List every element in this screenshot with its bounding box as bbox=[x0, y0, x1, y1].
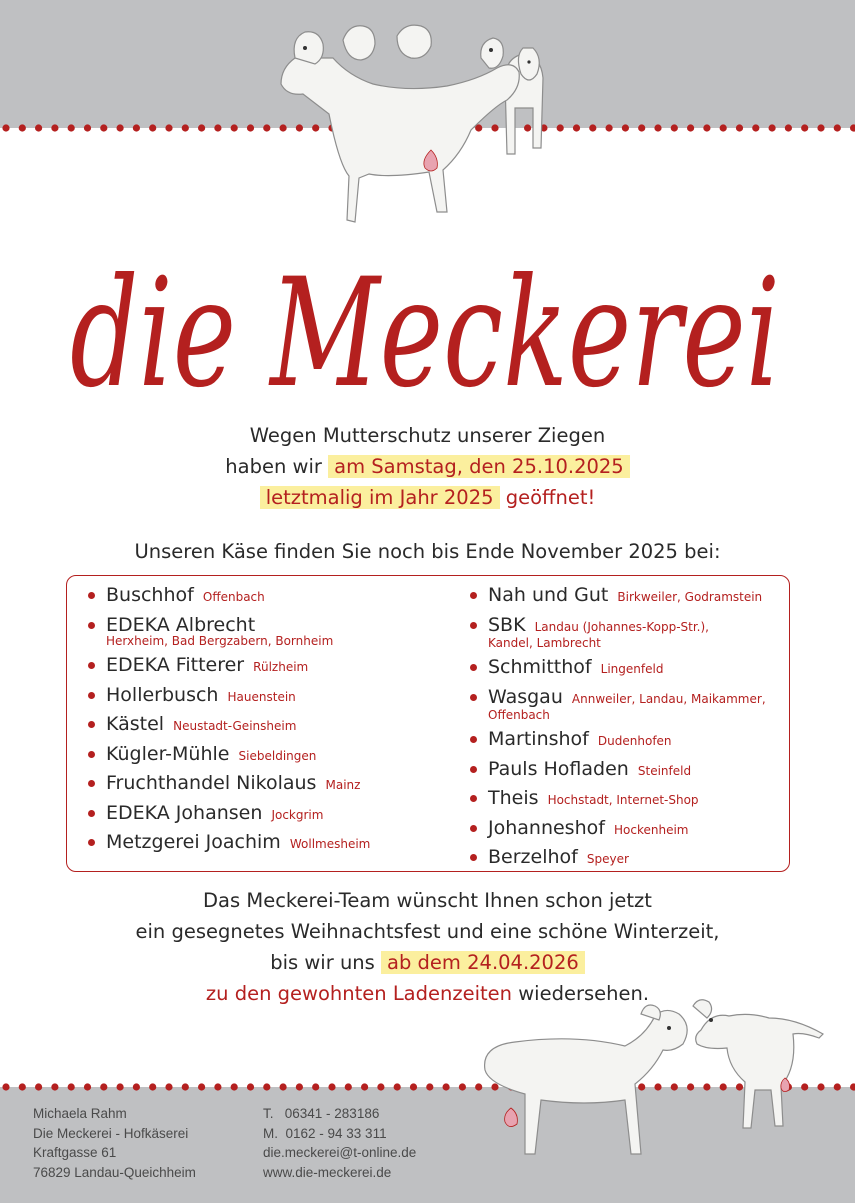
border-dot bbox=[377, 1083, 384, 1090]
meckerei-logo bbox=[70, 235, 785, 420]
border-dot bbox=[247, 124, 254, 131]
border-dot bbox=[263, 1083, 270, 1090]
border-dot bbox=[736, 124, 743, 131]
goat-pair-illustration bbox=[455, 990, 835, 1160]
shop-location: Hauenstein bbox=[227, 689, 296, 704]
shop-item bbox=[469, 846, 766, 870]
border-dot bbox=[785, 124, 792, 131]
border-dot bbox=[117, 1083, 124, 1090]
intro-line-1: Wegen Mutterschutz unserer Ziegen bbox=[249, 424, 606, 447]
closing-line-3 bbox=[0, 947, 855, 978]
border-dot bbox=[84, 1083, 91, 1090]
footer-line: T. 06341 - 283186 bbox=[263, 1106, 380, 1121]
border-dot bbox=[410, 1083, 417, 1090]
shop-item bbox=[469, 686, 766, 723]
shop-item bbox=[469, 614, 766, 651]
shop-name: Berzelhof bbox=[488, 846, 578, 868]
last-time-highlight: letztmalig im Jahr 2025 bbox=[260, 486, 500, 509]
border-dot bbox=[68, 124, 75, 131]
shop-name: Buschhof bbox=[106, 584, 194, 606]
shop-location: Jockgrim bbox=[271, 807, 324, 822]
border-dot bbox=[834, 124, 841, 131]
border-dot bbox=[850, 124, 855, 131]
border-dot bbox=[165, 1083, 172, 1090]
shop-item bbox=[469, 817, 766, 841]
date-highlight: am Samstag, den 25.10.2025 bbox=[328, 455, 630, 478]
intro-line-3-post: geöffnet! bbox=[505, 486, 596, 509]
shop-location: Speyer bbox=[586, 852, 629, 866]
border-dot bbox=[589, 124, 596, 131]
footer-line: Kraftgasse 61 bbox=[33, 1145, 117, 1160]
closing-line-4-red: zu den gewohnten Ladenzeiten bbox=[205, 982, 513, 1005]
shop-item bbox=[87, 802, 370, 826]
footer-contact bbox=[263, 1104, 416, 1182]
border-dot bbox=[149, 1083, 156, 1090]
border-dot bbox=[703, 124, 710, 131]
shop-item bbox=[87, 772, 370, 796]
shop-name: Kästel bbox=[106, 713, 165, 735]
border-dot bbox=[51, 124, 58, 131]
border-dot bbox=[2, 124, 9, 131]
shop-location: Dudenhofen bbox=[597, 734, 672, 748]
footer-line: die.meckerei@t-online.de bbox=[263, 1145, 417, 1160]
border-dot bbox=[720, 124, 727, 131]
shop-name: Theis bbox=[488, 787, 539, 809]
shop-location: Neustadt-Geinsheim bbox=[173, 719, 297, 733]
footer-line: M. 0162 - 94 33 311 bbox=[263, 1125, 387, 1141]
shop-name: SBK bbox=[488, 613, 526, 636]
shop-location: Herxheim, Bad Bergzabern, Bornheim bbox=[106, 633, 334, 648]
shop-location: Mainz bbox=[325, 778, 361, 792]
shop-list-left bbox=[87, 584, 370, 861]
footer-line: 76829 Landau-Queichheim bbox=[33, 1164, 196, 1180]
shop-item bbox=[87, 614, 370, 649]
border-dot bbox=[149, 124, 156, 131]
shop-item bbox=[469, 728, 766, 752]
shop-location: Steinfeld bbox=[637, 763, 692, 778]
footer-line: Die Meckerei - Hofkäserei bbox=[33, 1125, 189, 1141]
border-dot bbox=[51, 1083, 58, 1090]
border-dot bbox=[214, 1083, 221, 1090]
border-dot bbox=[817, 124, 824, 131]
border-dot bbox=[345, 1083, 352, 1090]
shop-location: Landau (Johannes-Kopp-Str.), bbox=[534, 619, 709, 634]
shop-name: EDEKA Johansen bbox=[106, 801, 263, 824]
intro-line-2-pre: haben wir bbox=[225, 455, 322, 478]
border-dot bbox=[231, 1083, 238, 1090]
border-dot bbox=[84, 124, 91, 131]
border-dot bbox=[394, 1083, 401, 1090]
shop-item bbox=[469, 758, 766, 782]
footer-line: www.die-meckerei.de bbox=[263, 1164, 392, 1180]
border-dot bbox=[198, 124, 205, 131]
shop-location: Birkweiler, Godramstein bbox=[617, 590, 763, 604]
closing-line-3-pre: bis wir uns bbox=[270, 951, 375, 974]
border-dot bbox=[133, 1083, 140, 1090]
footer-address bbox=[33, 1104, 196, 1182]
goat-herd-illustration bbox=[255, 10, 585, 230]
shop-name: EDEKA Fitterer bbox=[106, 654, 245, 676]
shop-location: Lingenfeld bbox=[600, 662, 664, 676]
shop-item bbox=[469, 787, 766, 811]
border-dot bbox=[606, 124, 613, 131]
shop-name: EDEKA Albrecht bbox=[106, 613, 256, 636]
border-dot bbox=[231, 124, 238, 131]
shop-item bbox=[87, 584, 370, 608]
shop-list-heading: Unseren Käse finden Sie noch bis Ende November 2025 bei: bbox=[134, 540, 721, 563]
border-dot bbox=[2, 1083, 9, 1090]
shop-item bbox=[87, 654, 370, 678]
border-dot bbox=[801, 124, 808, 131]
border-dot bbox=[19, 124, 26, 131]
closing-line-1: Das Meckerei-Team wünscht Ihnen schon jetzt bbox=[203, 889, 652, 912]
shop-name: Martinshof bbox=[488, 728, 589, 750]
intro-line-3 bbox=[0, 482, 855, 513]
shop-item bbox=[469, 584, 766, 608]
border-dot bbox=[769, 124, 776, 131]
shop-location: Rülzheim bbox=[253, 660, 309, 674]
border-dot bbox=[687, 124, 694, 131]
shop-list-right bbox=[469, 584, 766, 876]
shop-item bbox=[87, 684, 370, 708]
shop-name: Fruchthandel Nikolaus bbox=[106, 772, 317, 794]
border-dot bbox=[671, 124, 678, 131]
border-dot bbox=[426, 1083, 433, 1090]
border-dot bbox=[100, 124, 107, 131]
intro-line-2 bbox=[0, 451, 855, 482]
border-dot bbox=[312, 1083, 319, 1090]
shop-item bbox=[87, 743, 370, 767]
shop-location: Siebeldingen bbox=[238, 748, 317, 763]
logo-text: die Meckerei bbox=[70, 247, 780, 420]
border-dot bbox=[654, 124, 661, 131]
border-dot bbox=[35, 124, 42, 131]
intro-text bbox=[0, 420, 855, 513]
border-dot bbox=[35, 1083, 42, 1090]
shop-item bbox=[87, 713, 370, 737]
border-dot bbox=[296, 1083, 303, 1090]
border-dot bbox=[328, 1083, 335, 1090]
border-dot bbox=[68, 1083, 75, 1090]
border-dot bbox=[361, 1083, 368, 1090]
shop-item bbox=[469, 656, 766, 680]
shop-location: Offenbach bbox=[202, 590, 265, 604]
shop-name: Wasgau bbox=[488, 685, 563, 708]
border-dot bbox=[752, 124, 759, 131]
border-dot bbox=[622, 124, 629, 131]
border-dot bbox=[133, 124, 140, 131]
shop-location-continued: Offenbach bbox=[488, 707, 550, 722]
shop-name: Kügler-Mühle bbox=[106, 742, 230, 765]
shop-name: Hollerbusch bbox=[106, 683, 219, 706]
shop-name: Schmitthof bbox=[488, 656, 592, 678]
border-dot bbox=[117, 124, 124, 131]
border-dot bbox=[19, 1083, 26, 1090]
border-dot bbox=[214, 124, 221, 131]
border-dot bbox=[247, 1083, 254, 1090]
border-dot bbox=[198, 1083, 205, 1090]
shop-name: Pauls Hofladen bbox=[488, 757, 629, 780]
shop-location: Wollmesheim bbox=[289, 837, 371, 851]
shop-location: Annweiler, Landau, Maikammer, bbox=[571, 691, 766, 706]
border-dot bbox=[638, 124, 645, 131]
footer-line: Michaela Rahm bbox=[33, 1106, 127, 1121]
border-dot bbox=[182, 124, 189, 131]
border-dot bbox=[100, 1083, 107, 1090]
closing-line-4-post: wiedersehen. bbox=[518, 982, 650, 1005]
border-dot bbox=[182, 1083, 189, 1090]
reopen-date-highlight: ab dem 24.04.2026 bbox=[381, 951, 585, 974]
shop-list-box bbox=[66, 575, 790, 872]
closing-line-2: ein gesegnetes Weihnachtsfest und eine schöne Winterzeit, bbox=[135, 920, 720, 943]
shop-name: Metzgerei Joachim bbox=[106, 831, 281, 853]
border-dot bbox=[443, 1083, 450, 1090]
shop-location-continued: Kandel, Lambrecht bbox=[488, 635, 601, 650]
border-dot bbox=[165, 124, 172, 131]
shop-location: Hockenheim bbox=[614, 822, 689, 837]
shop-location: Hochstadt, Internet-Shop bbox=[547, 793, 699, 807]
border-dot bbox=[280, 1083, 287, 1090]
shop-name: Johanneshof bbox=[488, 816, 605, 839]
border-dot bbox=[850, 1083, 855, 1090]
shop-name: Nah und Gut bbox=[488, 584, 609, 606]
shop-item bbox=[87, 831, 370, 855]
